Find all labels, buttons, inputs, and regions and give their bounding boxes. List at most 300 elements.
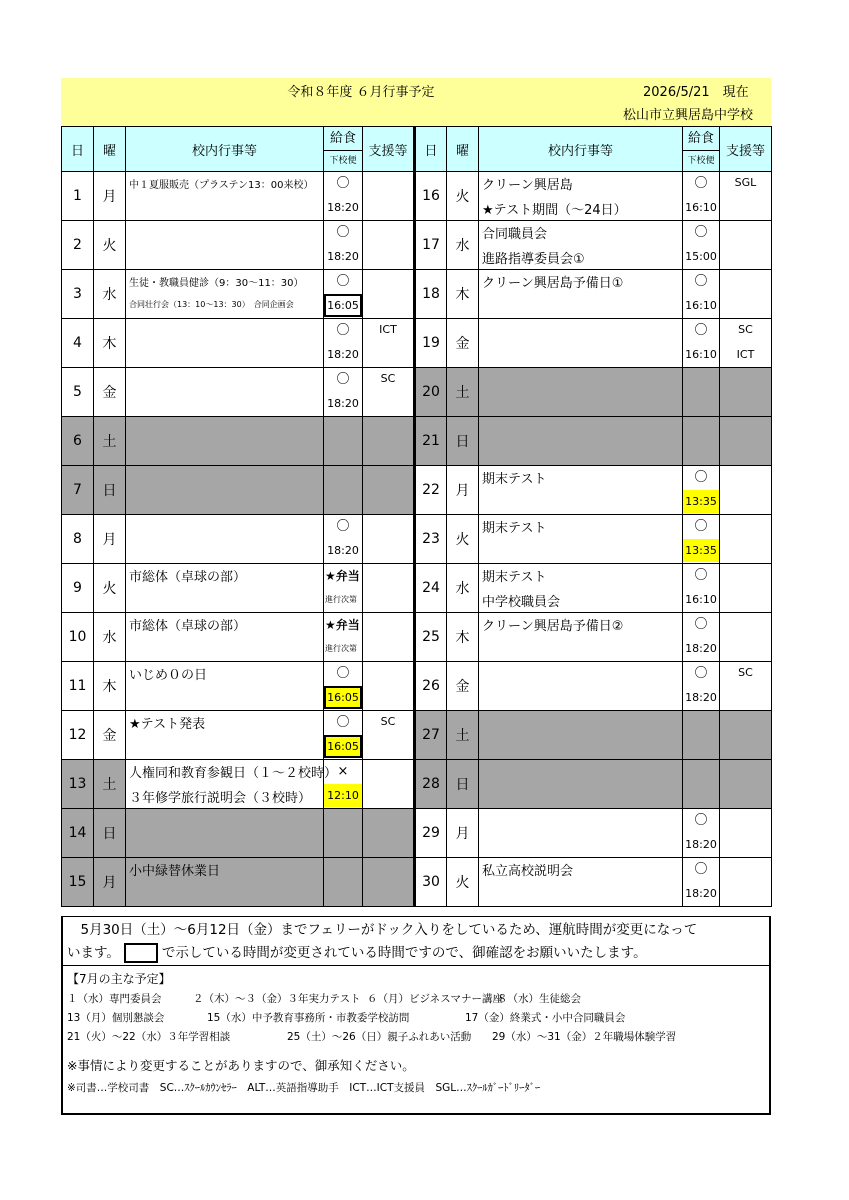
support-cell — [720, 466, 772, 515]
day-number: 15 — [62, 858, 94, 907]
bus-note: 進行次第 — [325, 595, 357, 604]
meal-cell — [324, 221, 363, 270]
support-cell — [363, 760, 415, 809]
event-cell — [479, 760, 683, 809]
event-line: クリーン興居島予備日① — [482, 276, 624, 291]
bus-note: 進行次第 — [325, 644, 357, 653]
support-cell — [720, 417, 772, 466]
meal-mark: 〇 — [336, 323, 350, 338]
support-cell — [363, 515, 415, 564]
support-line — [720, 882, 771, 905]
weekday: 金 — [94, 711, 126, 760]
meal-mark: 〇 — [694, 323, 708, 338]
weekday: 木 — [94, 319, 126, 368]
event-line: 人権同和教育参観日（１～２校時） — [129, 766, 338, 781]
day-number: 1 — [62, 172, 94, 221]
event-cell — [479, 613, 683, 662]
bento-note: ★弁当 — [325, 618, 360, 632]
support-cell — [720, 662, 772, 711]
meal-cell — [324, 417, 363, 466]
support-line — [363, 588, 413, 611]
support-cell — [720, 564, 772, 613]
meal-cell — [683, 270, 720, 319]
support-cell — [720, 172, 772, 221]
meal-cell — [683, 564, 720, 613]
bus-time: 16:05 — [324, 686, 362, 709]
meal-cell — [683, 760, 720, 809]
event-line: 中１夏服販売（プラステン13：00来校） — [129, 180, 314, 191]
weekday: 水 — [94, 270, 126, 319]
school-name: 松山市立興居島中学校 — [622, 108, 753, 123]
support-cell — [363, 172, 415, 221]
table-row — [62, 858, 772, 907]
weekday: 日 — [447, 760, 479, 809]
july-title: 【7月の主な予定】 — [67, 972, 171, 986]
support-cell — [720, 270, 772, 319]
meal-cell — [683, 662, 720, 711]
meal-cell — [683, 711, 720, 760]
event-line: 合同職員会 — [482, 227, 548, 242]
bus-time: 16:10 — [685, 593, 717, 606]
event-cell — [479, 564, 683, 613]
weekday: 金 — [447, 662, 479, 711]
day-number: 2 — [62, 221, 94, 270]
day-number: 30 — [415, 858, 447, 907]
col-events: 校内行事等 — [479, 127, 683, 172]
weekday: 月 — [94, 858, 126, 907]
event-cell — [479, 417, 683, 466]
table-row — [62, 368, 772, 417]
ferry-notice-line1: 5月30日（土）～6月12日（金）までフェリーがドック入りをしているため、運航時間が変更になって — [67, 922, 698, 938]
support-line — [363, 392, 413, 415]
table-row — [62, 319, 772, 368]
day-number: 3 — [62, 270, 94, 319]
weekday: 水 — [94, 613, 126, 662]
event-cell — [126, 368, 324, 417]
abbreviations-note: ※司書…学校司書 SC…ｽｸｰﾙｶｳﾝｾﾗｰ ALT…英語指導助手 ICT…ICT支援員 SGL…ｽｸｰﾙｶﾞｰﾄﾞﾘｰﾀﾞｰ — [67, 1082, 541, 1094]
table-row — [62, 270, 772, 319]
event-cell — [479, 858, 683, 907]
support-line — [720, 686, 771, 709]
july-line — [67, 1010, 769, 1025]
support-line — [720, 588, 771, 611]
meal-cell — [324, 662, 363, 711]
weekday: 木 — [447, 613, 479, 662]
july-item: ６（月）ビジネスマナー講座 — [367, 993, 503, 1005]
col-meal — [683, 127, 720, 172]
col-meal-label: 給食 — [324, 127, 362, 151]
event-cell — [126, 809, 324, 858]
support-line — [363, 539, 413, 562]
col-day: 日 — [62, 127, 94, 172]
event-cell — [479, 809, 683, 858]
meal-cell — [324, 515, 363, 564]
event-line: 進路指導委員会① — [482, 252, 585, 267]
bus-time: 15:00 — [685, 250, 717, 263]
meal-mark: 〇 — [694, 176, 708, 191]
event-cell — [479, 515, 683, 564]
day-number: 11 — [62, 662, 94, 711]
col-bus-label: 下校便 — [687, 156, 715, 166]
july-item: 13（月）個別懇談会 — [67, 1012, 165, 1024]
support-cell — [363, 221, 415, 270]
support-line — [720, 637, 771, 660]
meal-cell — [324, 858, 363, 907]
meal-cell — [683, 515, 720, 564]
day-number: 5 — [62, 368, 94, 417]
col-day: 日 — [415, 127, 447, 172]
day-number: 9 — [62, 564, 94, 613]
meal-mark: 〇 — [694, 617, 708, 632]
meal-cell — [324, 613, 363, 662]
meal-cell — [324, 711, 363, 760]
col-support: 支援等 — [363, 127, 415, 172]
support-line: ICT — [736, 348, 755, 361]
support-cell — [363, 466, 415, 515]
event-cell — [126, 858, 324, 907]
weekday: 水 — [447, 564, 479, 613]
weekday: 月 — [94, 172, 126, 221]
meal-mark: 〇 — [694, 568, 708, 583]
meal-cell — [683, 368, 720, 417]
col-weekday: 曜 — [94, 127, 126, 172]
bus-time: 18:20 — [685, 691, 717, 704]
july-item: 25（土）～26（日）親子ふれあい活動 — [287, 1031, 472, 1043]
day-number: 13 — [62, 760, 94, 809]
event-cell — [479, 662, 683, 711]
support-line: SC — [738, 666, 753, 679]
support-line — [720, 196, 771, 219]
support-cell — [720, 613, 772, 662]
bus-time: 18:20 — [327, 201, 359, 214]
support-line — [363, 196, 413, 219]
support-line — [720, 270, 771, 294]
event-line: クリーン興居島 — [482, 178, 573, 193]
event-line: 小中緑替休業日 — [129, 864, 221, 879]
bus-time: 13:35 — [683, 539, 719, 562]
support-cell — [363, 809, 415, 858]
support-cell — [363, 613, 415, 662]
meal-cell — [683, 221, 720, 270]
weekday: 土 — [94, 760, 126, 809]
july-item: 17（金）終業式・小中合同職員会 — [465, 1012, 626, 1024]
day-number: 17 — [415, 221, 447, 270]
july-line — [67, 991, 769, 1006]
day-number: 27 — [415, 711, 447, 760]
support-cell — [720, 809, 772, 858]
support-line — [363, 760, 413, 784]
weekday: 木 — [94, 662, 126, 711]
meal-mark: 〇 — [336, 372, 350, 387]
event-cell — [479, 221, 683, 270]
table-row — [62, 221, 772, 270]
meal-mark: 〇 — [694, 470, 708, 485]
support-line — [720, 833, 771, 856]
event-cell — [126, 417, 324, 466]
event-cell — [126, 564, 324, 613]
meal-mark: 〇 — [694, 862, 708, 877]
meal-cell — [324, 270, 363, 319]
weekday: 火 — [94, 221, 126, 270]
bus-time: 16:05 — [324, 294, 362, 317]
support-line — [363, 564, 413, 588]
event-cell — [126, 319, 324, 368]
day-number: 12 — [62, 711, 94, 760]
page-title: 令和８年度 ６月行事予定 — [287, 85, 435, 100]
day-number: 28 — [415, 760, 447, 809]
july-item: ２（木）～３（金）３年実力テスト — [193, 993, 361, 1005]
meal-cell — [683, 809, 720, 858]
event-cell — [126, 711, 324, 760]
header-banner — [61, 78, 771, 126]
support-cell — [363, 368, 415, 417]
event-line: 生徒・教職員健診（9：30～11：30） — [129, 278, 304, 289]
day-number: 21 — [415, 417, 447, 466]
event-cell — [479, 172, 683, 221]
july-item: 21（火）～22（水）３年学習相談 — [67, 1031, 231, 1043]
col-weekday: 曜 — [447, 127, 479, 172]
support-cell — [720, 319, 772, 368]
support-line: SGL — [734, 176, 757, 189]
support-cell — [363, 417, 415, 466]
support-line — [363, 172, 413, 196]
event-line: クリーン興居島予備日② — [482, 619, 624, 634]
day-number: 6 — [62, 417, 94, 466]
event-cell — [126, 466, 324, 515]
weekday: 月 — [94, 515, 126, 564]
bus-time: 18:20 — [327, 544, 359, 557]
col-meal-label: 給食 — [683, 127, 719, 151]
support-line — [720, 294, 771, 317]
table-row — [62, 662, 772, 711]
support-line: ICT — [379, 323, 397, 336]
event-line: 中学校職員会 — [482, 595, 561, 610]
event-line: 期末テスト — [482, 521, 547, 536]
day-number: 26 — [415, 662, 447, 711]
support-cell — [720, 760, 772, 809]
event-cell — [126, 760, 338, 809]
event-line: ３年修学旅行説明会（３校時） — [129, 791, 312, 806]
table-row — [62, 417, 772, 466]
table-row — [62, 515, 772, 564]
support-line — [363, 662, 413, 686]
event-line: いじめ０の日 — [129, 668, 208, 683]
day-number: 24 — [415, 564, 447, 613]
event-line: ★テスト期間（～24日） — [482, 203, 627, 218]
support-line — [363, 686, 413, 709]
meal-cell — [324, 368, 363, 417]
weekday: 月 — [447, 809, 479, 858]
july-item: １（水）専門委員会 — [67, 993, 162, 1005]
day-number: 10 — [62, 613, 94, 662]
meal-cell — [683, 858, 720, 907]
support-line — [720, 539, 771, 562]
support-line: SC — [380, 715, 396, 728]
event-cell — [126, 662, 324, 711]
meal-cell — [324, 809, 363, 858]
meal-mark: 〇 — [694, 519, 708, 534]
bus-time: 13:35 — [683, 490, 719, 513]
meal-cell — [324, 564, 363, 613]
table-row — [62, 711, 772, 760]
bus-time: 18:20 — [685, 838, 717, 851]
support-cell — [363, 564, 415, 613]
meal-cell — [324, 319, 363, 368]
event-cell — [479, 270, 683, 319]
meal-mark: 〇 — [336, 519, 350, 534]
bus-time: 16:10 — [685, 299, 717, 312]
event-line: 期末テスト — [482, 472, 547, 487]
as-of-date: 2026/5/21 現在 — [643, 85, 749, 100]
ferry-notice-line2a: います。 — [67, 945, 120, 961]
table-row — [62, 760, 772, 809]
event-line: 私立高校説明会 — [482, 864, 574, 879]
support-line — [363, 270, 413, 294]
weekday: 土 — [94, 417, 126, 466]
support-line — [720, 515, 771, 539]
weekday: 木 — [447, 270, 479, 319]
support-line — [363, 613, 413, 637]
table-row — [62, 809, 772, 858]
table-header-row — [62, 127, 772, 172]
meal-mark: 〇 — [694, 666, 708, 681]
day-number: 29 — [415, 809, 447, 858]
bus-time: 18:20 — [685, 887, 717, 900]
support-line — [720, 613, 771, 637]
support-cell — [363, 270, 415, 319]
event-cell — [126, 270, 324, 319]
weekday: 火 — [447, 172, 479, 221]
meal-cell — [683, 613, 720, 662]
meal-cell — [324, 466, 363, 515]
day-number: 8 — [62, 515, 94, 564]
ferry-notice — [63, 917, 769, 966]
july-schedule — [63, 991, 769, 1044]
caution-note: ※事情により変更することがありますので、御承知ください。 — [67, 1058, 415, 1073]
support-cell — [720, 858, 772, 907]
day-number: 4 — [62, 319, 94, 368]
support-line — [720, 564, 771, 588]
support-line — [720, 809, 771, 833]
event-line: ★テスト発表 — [129, 717, 206, 732]
support-line — [720, 490, 771, 513]
ferry-notice-line2b: で示している時間が変更されている時間ですので、御確認をお願いいたします。 — [161, 945, 647, 961]
meal-cell — [683, 466, 720, 515]
day-number: 7 — [62, 466, 94, 515]
meal-mark: 〇 — [336, 274, 350, 289]
notes-section — [61, 916, 771, 1115]
day-number: 18 — [415, 270, 447, 319]
event-line: 市総体（卓球の部） — [129, 619, 247, 634]
july-item: 29（水）～31（金）２年職場体験学習 — [492, 1031, 677, 1043]
day-number: 19 — [415, 319, 447, 368]
july-line — [67, 1029, 769, 1044]
july-item: 15（水）中予教育事務所・市教委学校訪問 — [207, 1012, 410, 1024]
event-cell — [479, 711, 683, 760]
support-line — [363, 515, 413, 539]
support-cell — [720, 515, 772, 564]
support-cell — [720, 368, 772, 417]
bus-time: 16:10 — [685, 348, 717, 361]
bus-time: 18:20 — [685, 642, 717, 655]
weekday: 土 — [447, 368, 479, 417]
day-number: 16 — [415, 172, 447, 221]
event-line: 市総体（卓球の部） — [129, 570, 247, 585]
event-cell — [126, 172, 324, 221]
support-cell — [720, 221, 772, 270]
weekday: 土 — [447, 711, 479, 760]
bus-time: 16:05 — [324, 735, 362, 758]
meal-cell — [324, 172, 363, 221]
support-cell — [363, 319, 415, 368]
event-cell — [126, 221, 324, 270]
meal-mark: 〇 — [694, 225, 708, 240]
event-cell — [126, 613, 324, 662]
day-number: 20 — [415, 368, 447, 417]
weekday: 水 — [447, 221, 479, 270]
col-support: 支援等 — [720, 127, 772, 172]
bus-time: 16:10 — [685, 201, 717, 214]
support-line — [363, 221, 413, 245]
bento-note: ★弁当 — [325, 569, 360, 583]
day-number: 14 — [62, 809, 94, 858]
meal-mark: × — [337, 764, 349, 779]
table-row — [62, 466, 772, 515]
bus-time: 12:10 — [324, 784, 362, 807]
weekday: 日 — [447, 417, 479, 466]
changed-time-box-sample — [124, 943, 158, 963]
day-number: 22 — [415, 466, 447, 515]
table-row — [62, 613, 772, 662]
support-line — [363, 245, 413, 268]
support-line — [720, 245, 771, 268]
col-bus-label: 下校便 — [329, 156, 357, 166]
weekday: 月 — [447, 466, 479, 515]
support-line — [363, 735, 413, 758]
meal-mark: 〇 — [336, 715, 350, 730]
event-cell — [479, 319, 683, 368]
july-item: ８（水）生徒総会 — [497, 993, 581, 1005]
support-line: SC — [380, 372, 396, 385]
meal-mark: 〇 — [336, 666, 350, 681]
support-line — [363, 294, 413, 317]
meal-mark: 〇 — [336, 176, 350, 191]
support-line — [363, 784, 413, 807]
meal-cell — [683, 319, 720, 368]
table-row — [62, 564, 772, 613]
schedule-table — [61, 126, 772, 907]
weekday: 金 — [447, 319, 479, 368]
meal-mark: 〇 — [336, 225, 350, 240]
event-cell — [479, 368, 683, 417]
support-line — [720, 858, 771, 882]
support-line — [363, 637, 413, 660]
support-cell — [720, 711, 772, 760]
weekday: 火 — [447, 515, 479, 564]
weekday: 火 — [94, 564, 126, 613]
col-events: 校内行事等 — [126, 127, 324, 172]
support-line — [720, 221, 771, 245]
weekday: 金 — [94, 368, 126, 417]
event-cell — [126, 515, 324, 564]
support-cell — [363, 662, 415, 711]
col-meal — [324, 127, 363, 172]
support-cell — [363, 711, 415, 760]
event-line: 合同壮行会（13：10～13：30） 合同企画会 — [129, 300, 294, 309]
day-number: 23 — [415, 515, 447, 564]
meal-mark: 〇 — [694, 274, 708, 289]
day-number: 25 — [415, 613, 447, 662]
